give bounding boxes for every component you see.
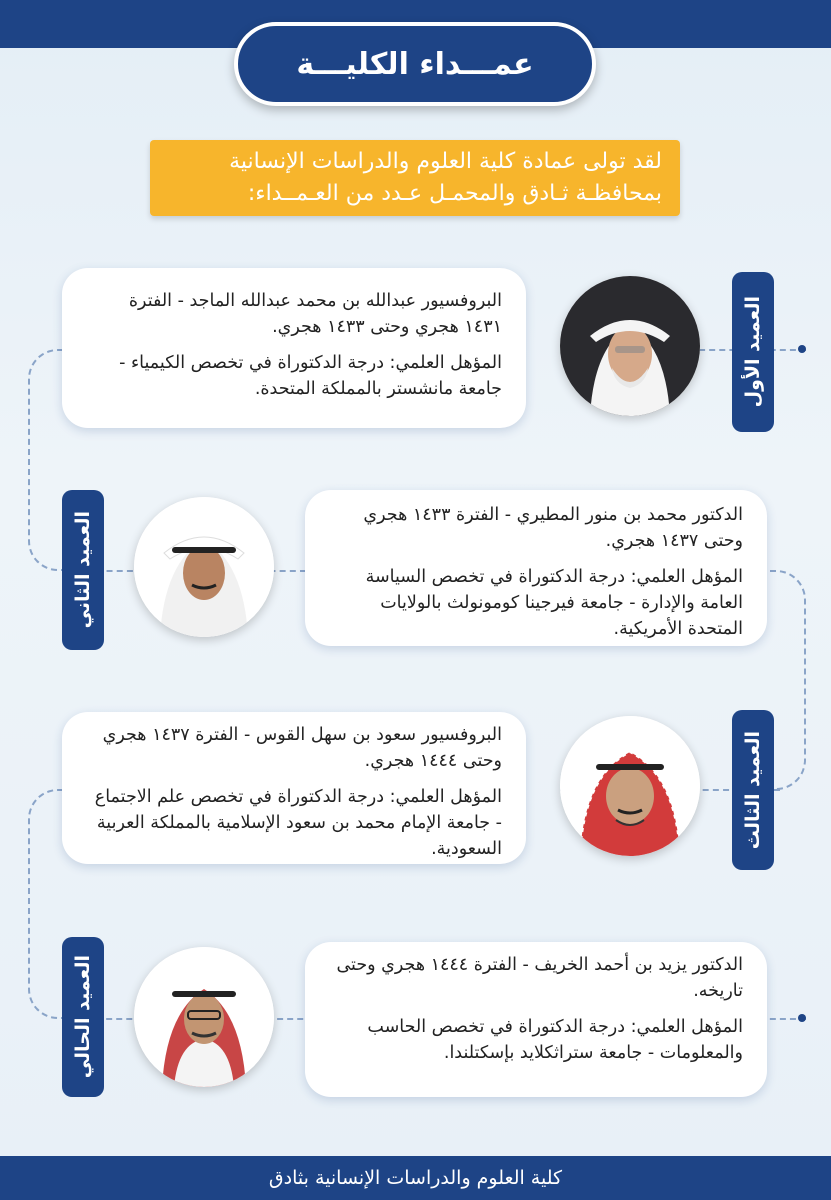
dean-2-photo (134, 497, 274, 637)
dean-tab-label: العميد الثالث (742, 730, 764, 850)
dean-tab-3 (732, 710, 774, 870)
dean-tab-label: العميد الحالي (72, 955, 94, 1079)
dean-tab-2 (62, 490, 104, 650)
intro-box (150, 140, 680, 216)
connector-dot (798, 1014, 806, 1022)
dean-qualification: المؤهل العلمي: درجة الدكتوراة في تخصص الحاسب والمعلومات - جامعة ستراثكلايد بإسكتلندا. (367, 1017, 743, 1063)
dean-tab-label: العميد الأول (742, 296, 764, 408)
dean-bio: الدكتور يزيد بن أحمد الخريف - الفترة ١٤٤٤ هجري وحتى تاريخه. (336, 955, 743, 1001)
intro-line-2: بمحافظـة ثـادق والمحمـل عـدد من العـمــداء: (247, 181, 662, 206)
dean-qualification: المؤهل العلمي: درجة الدكتوراة في تخصص السياسة العامة والإدارة - جامعة فيرجينا كومونولث بالولايات المتحدة الأمريكية. (365, 567, 743, 639)
dean-bio: البروفسيور سعود بن سهل القوس - الفترة ١٤٣٧ هجري وحتى ١٤٤٤ هجري. (102, 725, 502, 771)
dean-qualification: المؤهل العلمي: درجة الدكتوراة في تخصص الكيمياء - جامعة مانشستر بالمملكة المتحدة. (119, 353, 502, 399)
footer-text: كلية العلوم والدراسات الإنسانية بثادق (268, 1167, 563, 1189)
intro-line-1: لقد تولى عمادة كلية العلوم والدراسات الإنسانية (229, 149, 662, 174)
dean-tab-label: العميد الثاني (72, 511, 94, 629)
dean-1-photo (560, 276, 700, 416)
footer-bar (0, 1156, 831, 1200)
dean-bio: البروفسيور عبدالله بن محمد عبدالله الماجد - الفترة ١٤٣١ هجري وحتى ١٤٣٣ هجري. (128, 291, 502, 337)
dean-bio: الدكتور محمد بن منور المطيري - الفترة ١٤٣٣ هجري وحتى ١٤٣٧ هجري. (363, 505, 743, 551)
page-title: عمـــداء الكليـــة (234, 22, 596, 106)
dean-3-photo (560, 716, 700, 856)
dean-4-photo (134, 947, 274, 1087)
dean-card-2 (305, 490, 767, 646)
dean-tab-4 (62, 937, 104, 1097)
dean-qualification: المؤهل العلمي: درجة الدكتوراة في تخصص علم الاجتماع - جامعة الإمام محمد بن سعود الإسلامية بالمملكة العربية السعودية. (94, 787, 502, 859)
dean-tab-1 (732, 272, 774, 432)
dean-card-4 (305, 942, 767, 1097)
dean-card-1 (62, 268, 526, 428)
dean-card-3 (62, 712, 526, 864)
connector-dot (798, 345, 806, 353)
